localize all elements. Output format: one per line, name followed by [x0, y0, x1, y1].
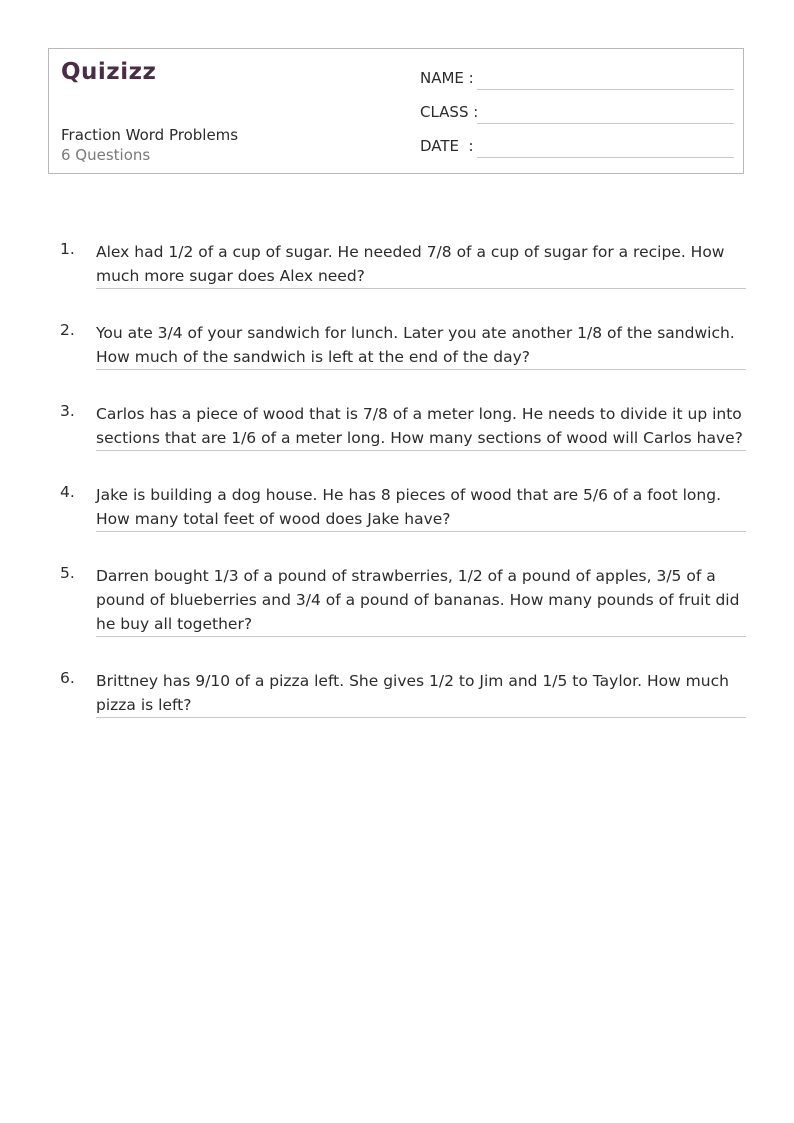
- class-label: CLASS :: [420, 103, 479, 121]
- question-number: 5.: [60, 564, 75, 582]
- question-number: 3.: [60, 402, 75, 420]
- name-label: NAME :: [420, 69, 474, 87]
- question-text: Alex had 1/2 of a cup of sugar. He needed 7/8 of a cup of sugar for a recipe. How much more sugar does Alex need?: [96, 240, 746, 289]
- question-text: Brittney has 9/10 of a pizza left. She gives 1/2 to Jim and 1/5 to Taylor. How much pizza is left?: [96, 669, 746, 718]
- question-count: 6 Questions: [61, 146, 151, 164]
- class-line[interactable]: [477, 123, 734, 124]
- question-number: 4.: [60, 483, 75, 501]
- name-line[interactable]: [477, 89, 734, 90]
- question-text: You ate 3/4 of your sandwich for lunch. Later you ate another 1/8 of the sandwich. How much of the sandwich is left at the end of the day?: [96, 321, 746, 370]
- question-text: Darren bought 1/3 of a pound of strawberries, 1/2 of a pound of apples, 3/5 of a pound of blueberries and 3/4 of a pound of bananas. How many pounds of fruit did he buy all together?: [96, 564, 746, 637]
- date-label: DATE :: [420, 137, 474, 155]
- question-number: 2.: [60, 321, 75, 339]
- question-text: Carlos has a piece of wood that is 7/8 of a meter long. He needs to divide it up into sections that are 1/6 of a meter long. How many sections of wood will Carlos have?: [96, 402, 746, 451]
- question-number: 6.: [60, 669, 75, 687]
- quizizz-logo: Quizizz: [61, 59, 157, 85]
- question-text: Jake is building a dog house. He has 8 pieces of wood that are 5/6 of a foot long. How many total feet of wood does Jake have?: [96, 483, 746, 532]
- question-number: 1.: [60, 240, 75, 258]
- worksheet-title: Fraction Word Problems: [61, 126, 239, 144]
- date-line[interactable]: [477, 157, 734, 158]
- date-field[interactable]: [420, 137, 734, 161]
- name-field[interactable]: [420, 69, 734, 93]
- class-field[interactable]: [420, 103, 734, 127]
- worksheet-header: [48, 48, 744, 174]
